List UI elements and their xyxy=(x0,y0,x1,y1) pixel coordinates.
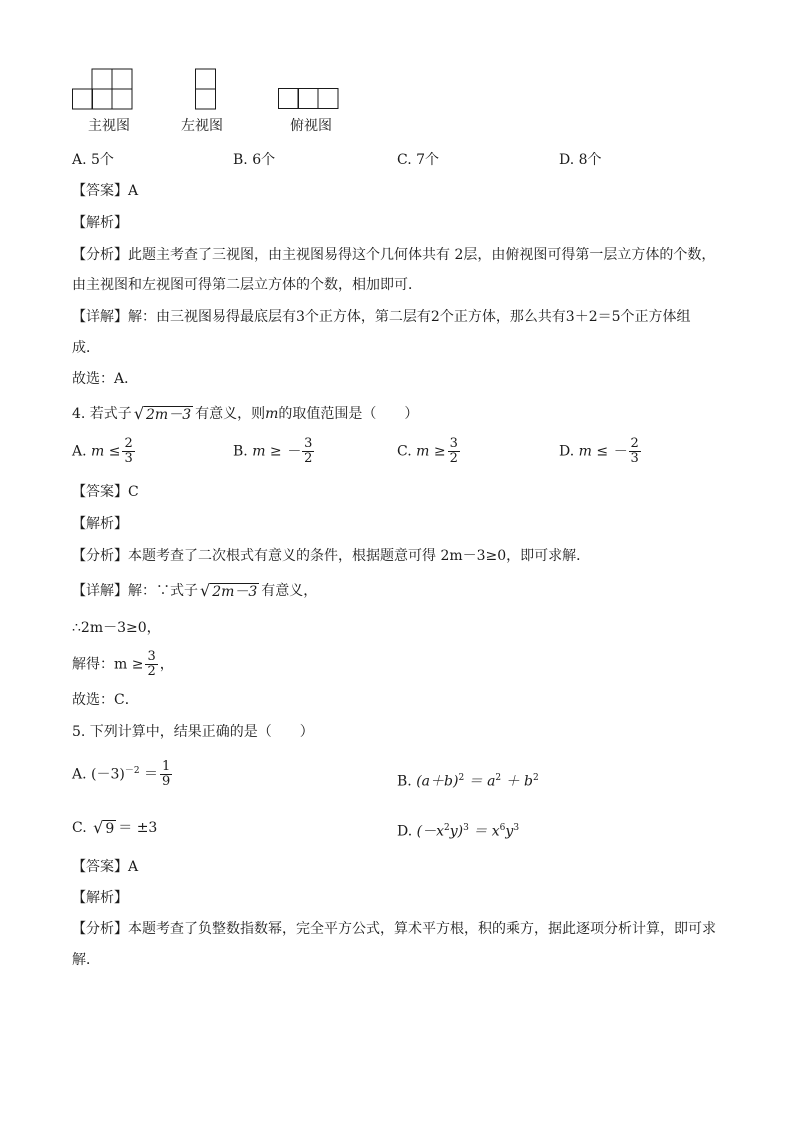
fraction: $\frac{3}{2}$ xyxy=(147,649,156,679)
q4-radicand: 2m－3 xyxy=(146,406,192,423)
q4-stem xyxy=(72,404,418,424)
q3-xiangjie-line-1: 【详解】解：由三视图易得最底层有3个正方体，第二层有2个正方体，那么共有3＋2＝5个正方体组 xyxy=(72,309,691,325)
q4-stem-part-b: 有意义，则 xyxy=(195,406,266,422)
left-view-label: 左视图 xyxy=(181,118,223,134)
q5-analysis-heading: 【解析】 xyxy=(72,890,128,906)
q3-option-a: A. 5个 xyxy=(72,152,114,168)
q4-analysis-heading: 【解析】 xyxy=(72,516,128,532)
q3-conclusion: 故选：A． xyxy=(72,371,139,387)
q3-fenxi-line-1: 【分析】此题主考查了三视图，由主视图易得这个几何体共有 2层，由俯视图可得第一层立方体的个数， xyxy=(72,247,716,263)
option-label: A. xyxy=(72,443,87,460)
front-view-drawing xyxy=(72,68,134,110)
q4-option-b xyxy=(233,437,316,466)
option-relation: m ≥ xyxy=(416,443,446,460)
top-view-drawing xyxy=(278,88,340,110)
q4-radicand-repeat: 2m－3 xyxy=(212,583,258,600)
q4-stem-part-c: 的取值范围是（ ） xyxy=(278,406,419,422)
q3-analysis-heading: 【解析】 xyxy=(72,215,128,231)
q4-conclusion: 故选：C． xyxy=(72,692,139,708)
option-label: D. xyxy=(559,443,575,460)
option-relation: m ≥ － xyxy=(252,443,301,460)
q5-option-c: C. √ 9 ＝ ±3 xyxy=(72,817,158,837)
fraction: $\frac{2}{3}$ xyxy=(630,436,639,466)
option-label: A. xyxy=(72,766,87,783)
front-view-label: 主视图 xyxy=(88,118,130,134)
q5-fenxi-line-2: 解． xyxy=(72,952,100,968)
q4-step-1: ∴2m－3≥0， xyxy=(72,620,161,636)
q4-xiangjie-part-b: 有意义， xyxy=(261,583,318,599)
option-label: C. xyxy=(397,443,412,460)
q3-option-d: D. 8个 xyxy=(559,152,602,168)
q5-option-a: A. $(-3)^{-2}$ ＝ $\frac{1}{9}$ xyxy=(72,759,171,789)
q4-stem-part-a: 4. 若式子 xyxy=(72,406,132,422)
q4-step-2-text: 解得：m ≥ xyxy=(72,656,144,673)
sqrt-expression xyxy=(200,582,259,601)
q5-option-b: B. $(a+b)^2 = a^2 + b^2$ xyxy=(397,773,539,790)
fraction: $\frac{1}{9}$ xyxy=(162,759,171,789)
left-view-drawing xyxy=(195,68,217,110)
q4-var: m xyxy=(265,406,279,422)
sqrt-expression: √ 9 xyxy=(93,817,115,837)
option-label: B. xyxy=(397,773,412,790)
sqrt-symbol-icon: √ xyxy=(93,817,104,837)
q4-fenxi: 【分析】本题考查了二次根式有意义的条件，根据题意可得 2m－3≥0，即可求解． xyxy=(72,548,591,564)
fraction: $\frac{3}{2}$ xyxy=(304,436,313,466)
q3-answer: 【答案】A xyxy=(72,183,139,199)
sqrt-expression xyxy=(134,405,193,424)
q5-stem: 5. 下列计算中，结果正确的是（ ） xyxy=(72,724,314,740)
q4-option-d xyxy=(559,437,643,466)
sqrt-symbol-icon: √ xyxy=(200,580,211,600)
sqrt-symbol-icon: √ xyxy=(133,403,145,423)
q4-step-2: 解得：m ≥ $\frac{3}{2}$ ， xyxy=(72,649,174,679)
q3-xiangjie-line-2: 成． xyxy=(72,340,100,356)
q4-xiangjie-part-a: 【详解】解：∵式子 xyxy=(72,583,198,599)
q3-option-c: C. 7个 xyxy=(397,152,440,168)
q5-option-d: D. $(-x^2y)^3 = x^6y^3$ xyxy=(397,823,520,840)
q4-xiangjie xyxy=(72,581,317,601)
option-label: D. xyxy=(397,823,413,840)
option-relation: m ≤ － xyxy=(578,443,627,460)
fraction: $\frac{2}{3}$ xyxy=(124,436,133,466)
option-relation: m ≤ xyxy=(91,443,121,460)
q4-option-c xyxy=(397,437,462,466)
top-view-label: 俯视图 xyxy=(290,118,332,134)
q4-option-a xyxy=(72,437,137,466)
fraction: $\frac{3}{2}$ xyxy=(449,436,458,466)
q3-fenxi-line-2: 由主视图和左视图可得第二层立方体的个数，相加即可． xyxy=(72,277,422,293)
option-label: B. xyxy=(233,443,248,460)
q5-fenxi-line-1: 【分析】本题考查了负整数指数幂，完全平方公式，算术平方根，积的乘方，据此逐项分析计算，即可求 xyxy=(72,921,716,937)
q4-answer: 【答案】C xyxy=(72,484,139,500)
q3-option-b: B. 6个 xyxy=(233,152,276,168)
option-label: C. xyxy=(72,820,87,836)
q5-answer: 【答案】A xyxy=(72,859,139,875)
